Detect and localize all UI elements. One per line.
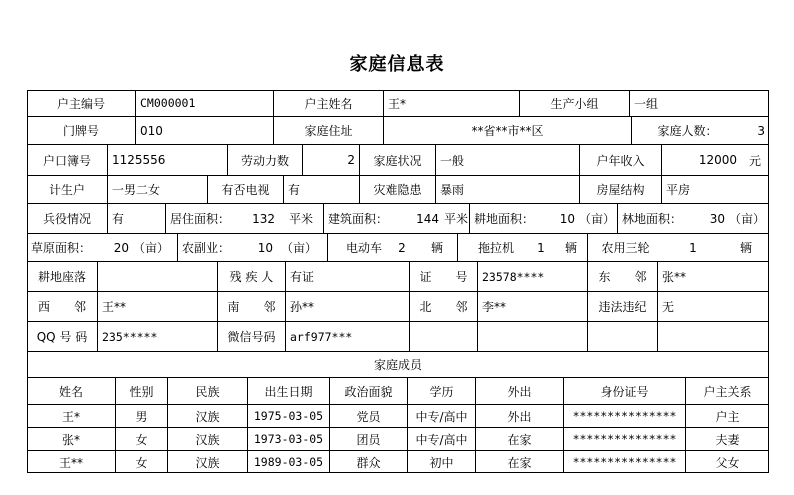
tractor-unit: 辆: [564, 241, 577, 255]
row-address: [27, 117, 769, 145]
sideline-label: 农副业：: [177, 234, 251, 261]
farmland-area-label: 耕地面积：: [469, 204, 553, 233]
labor-label: 劳动力数: [227, 145, 302, 175]
farmland-area-unit: （亩）: [579, 212, 616, 226]
member-relation[interactable]: 夫妻: [685, 428, 769, 450]
row-hukou: [27, 145, 769, 176]
member-political[interactable]: 党员: [329, 405, 407, 427]
col-header-political: 政治面貌: [329, 378, 407, 404]
tractor-value[interactable]: 1: [537, 240, 545, 255]
door-label: 门牌号: [62, 124, 99, 138]
cert-label: 证 号: [409, 262, 477, 291]
member-relation[interactable]: 父女: [685, 451, 769, 473]
east-neighbor-value[interactable]: 张**: [657, 262, 769, 291]
head-id-value[interactable]: CM000001: [135, 90, 273, 116]
member-birth[interactable]: 1973-03-05: [247, 428, 329, 450]
family-status-value[interactable]: 一般: [435, 145, 579, 175]
sideline-value[interactable]: 10: [257, 240, 273, 255]
north-neighbor-label: 北 邻: [409, 292, 477, 321]
col-header-name: 姓名: [58, 384, 83, 399]
ev-unit: 辆: [430, 241, 443, 255]
income-value[interactable]: 12000: [661, 145, 741, 175]
table-row: [27, 428, 769, 451]
qq-label: QQ 号 码: [36, 330, 88, 344]
house-label: 房屋结构: [579, 176, 661, 203]
plan-value[interactable]: 一男二女: [107, 176, 207, 203]
violation-value[interactable]: 无: [657, 292, 769, 321]
living-area-label: 居住面积：: [165, 204, 249, 233]
members-section-title: 家庭成员: [373, 358, 422, 372]
members-count-label: 家庭人数：: [631, 117, 743, 144]
table-row: [27, 405, 769, 428]
tv-label: 有否电视: [207, 176, 283, 203]
member-id[interactable]: ***************: [563, 405, 685, 427]
member-away[interactable]: 在家: [475, 428, 563, 450]
member-away[interactable]: 外出: [475, 405, 563, 427]
head-name-label: 户主姓名: [273, 90, 383, 116]
row-head-info: [27, 90, 769, 117]
col-header-birth: 出生日期: [247, 378, 329, 404]
ev-label: 电动车: [327, 234, 387, 261]
building-area-unit: 平米: [444, 212, 469, 226]
col-header-gender: 性别: [115, 378, 167, 404]
col-header-id: 身份证号: [563, 378, 685, 404]
empty-cell: [587, 322, 657, 351]
member-gender[interactable]: 女: [115, 451, 167, 473]
forest-area-unit: （亩）: [729, 212, 766, 226]
member-name[interactable]: 王**: [58, 455, 83, 470]
row-contact: [27, 322, 769, 352]
forest-area-label: 林地面积：: [617, 204, 701, 233]
member-relation[interactable]: 户主: [685, 405, 769, 427]
west-neighbor-label: 西 邻: [37, 300, 86, 314]
hazard-value[interactable]: 暴雨: [435, 176, 579, 203]
tractor-label: 拖拉机: [457, 234, 527, 261]
house-value[interactable]: 平房: [661, 176, 769, 203]
labor-value[interactable]: 2: [302, 145, 359, 175]
living-area-unit: 平米: [288, 212, 313, 226]
member-gender[interactable]: 女: [115, 428, 167, 450]
group-label: 生产小组: [519, 90, 629, 116]
south-neighbor-label: 南 邻: [217, 292, 285, 321]
wechat-label: 微信号码: [217, 322, 285, 351]
tricycle-value[interactable]: 1: [689, 240, 697, 255]
plan-label: 计生户: [48, 183, 85, 197]
military-value[interactable]: 有: [107, 204, 165, 233]
building-area-value[interactable]: 144: [416, 211, 439, 226]
head-name-value[interactable]: 王*: [383, 90, 519, 116]
building-area-label: 建筑面积：: [323, 204, 407, 233]
member-education[interactable]: 初中: [407, 451, 475, 473]
table-row: [27, 451, 769, 473]
empty-cell: [477, 322, 587, 351]
living-area-value[interactable]: 132: [252, 211, 275, 226]
member-ethnicity[interactable]: 汉族: [167, 451, 247, 473]
member-ethnicity[interactable]: 汉族: [167, 428, 247, 450]
violation-label: 违法违纪: [587, 292, 657, 321]
land-location-label: 耕地座落: [37, 270, 86, 284]
land-location-value[interactable]: [97, 262, 217, 291]
col-header-relation: 户主关系: [685, 378, 769, 404]
member-political[interactable]: 团员: [329, 428, 407, 450]
wechat-value[interactable]: arf977***: [285, 322, 409, 351]
hukou-value[interactable]: 1125556: [107, 145, 227, 175]
east-neighbor-label: 东 邻: [587, 262, 657, 291]
family-status-label: 家庭状况: [359, 145, 435, 175]
member-birth[interactable]: 1975-03-05: [247, 405, 329, 427]
north-neighbor-value[interactable]: 李**: [477, 292, 587, 321]
grass-area-value[interactable]: 20: [113, 240, 129, 255]
address-label: 家庭住址: [273, 117, 383, 144]
member-away[interactable]: 在家: [475, 451, 563, 473]
hukou-label: 户口簿号: [42, 153, 91, 168]
empty-cell: [409, 322, 477, 351]
col-header-education: 学历: [407, 378, 475, 404]
grass-area-label: 草原面积：: [31, 241, 92, 255]
col-header-away: 外出: [475, 378, 563, 404]
members-section-header: [27, 352, 769, 378]
tv-value[interactable]: 有: [283, 176, 359, 203]
cert-value[interactable]: 23578****: [477, 262, 587, 291]
member-id[interactable]: ***************: [563, 451, 685, 473]
hazard-label: 灾难隐患: [359, 176, 435, 203]
income-unit: 元: [748, 153, 761, 168]
income-label: 户年收入: [579, 145, 661, 175]
members-count-value[interactable]: 3: [757, 123, 765, 138]
door-value[interactable]: 010: [135, 117, 273, 144]
disabled-label: 残 疾 人: [217, 262, 285, 291]
disabled-value[interactable]: 有证: [285, 262, 409, 291]
row-plan: [27, 176, 769, 204]
group-value[interactable]: 一组: [629, 90, 769, 116]
members-table-header: [27, 378, 769, 405]
military-label: 兵役情况: [42, 212, 91, 226]
farmland-area-value[interactable]: 10: [559, 211, 575, 226]
tricycle-label: 农用三轮: [587, 234, 663, 261]
forest-area-value[interactable]: 30: [709, 211, 725, 226]
member-education[interactable]: 中专/高中: [407, 405, 475, 427]
col-header-ethnicity: 民族: [167, 378, 247, 404]
ev-value[interactable]: 2: [398, 240, 406, 255]
page-title: 家庭信息表: [349, 54, 445, 75]
grass-area-unit: （亩）: [133, 241, 170, 255]
west-neighbor-value[interactable]: 王**: [97, 292, 217, 321]
empty-cell: [657, 322, 769, 351]
south-neighbor-value[interactable]: 孙**: [285, 292, 409, 321]
row-area: [27, 204, 769, 234]
sideline-unit: （亩）: [281, 241, 318, 255]
member-birth[interactable]: 1989-03-05: [247, 451, 329, 473]
head-id-label: 户主编号: [56, 96, 105, 111]
row-assets: [27, 234, 769, 262]
member-ethnicity[interactable]: 汉族: [167, 405, 247, 427]
member-gender[interactable]: 男: [115, 405, 167, 427]
row-land: [27, 262, 769, 292]
tricycle-unit: 辆: [739, 241, 752, 255]
member-name[interactable]: 王*: [61, 409, 80, 424]
member-political[interactable]: 群众: [329, 451, 407, 473]
address-value[interactable]: **省**市**区: [383, 117, 631, 144]
member-name[interactable]: 张*: [61, 432, 80, 447]
row-neighbors: [27, 292, 769, 322]
member-id[interactable]: ***************: [563, 428, 685, 450]
qq-value[interactable]: 235*****: [97, 322, 217, 351]
member-education[interactable]: 中专/高中: [407, 428, 475, 450]
